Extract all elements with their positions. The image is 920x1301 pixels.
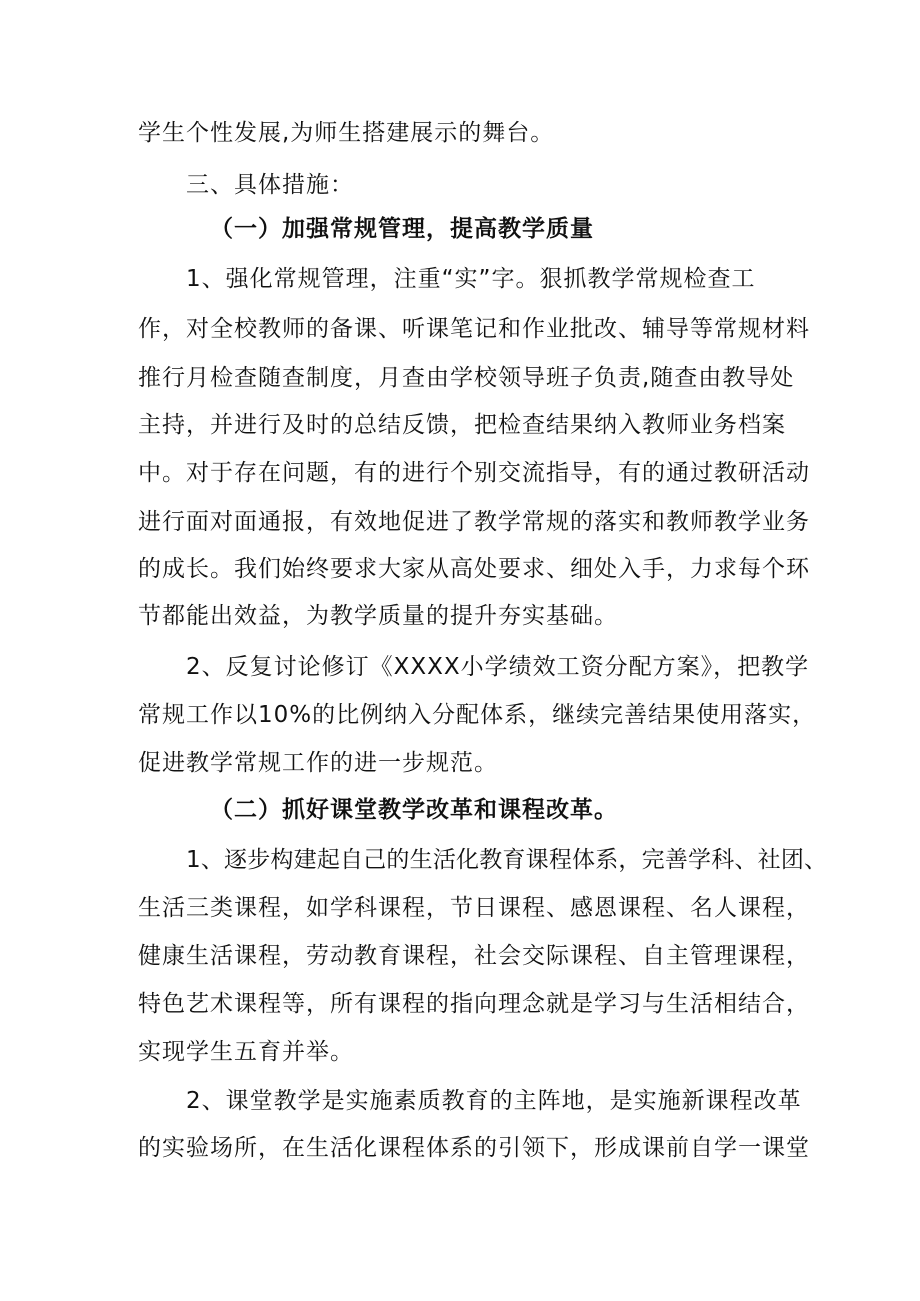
paragraph-line: 实现学生五育并举。	[138, 1039, 354, 1065]
paragraph-line: 促进教学常规工作的进一步规范。	[138, 750, 498, 776]
paragraph-line: 主持，并进行及时的总结反馈，把检查结果纳入教师业务档案	[138, 412, 786, 438]
paragraph-line: 推行月检查随查制度，月查由学校领导班子负责,随查由教导处	[138, 365, 795, 391]
paragraph-line: 2、课堂教学是实施素质教育的主阵地，是实施新课程改革	[186, 1088, 802, 1114]
section-title: 三、具体措施：	[186, 172, 354, 198]
paragraph-line: 特色艺术课程等，所有课程的指向理念就是学习与生活相结合，	[138, 991, 810, 1017]
paragraph-line: 常规工作以10%的比例纳入分配体系，继续完善结果使用落实，	[138, 702, 817, 728]
paragraph-line: 2、反复讨论修订《XXXX小学绩效工资分配方案》，把教学	[186, 654, 810, 680]
paragraph-line: 的实验场所，在生活化课程体系的引领下，形成课前自学一课堂	[138, 1135, 810, 1161]
paragraph-line: 中。对于存在问题，有的进行个别交流指导，有的通过教研活动	[138, 460, 810, 486]
paragraph-line: 节都能出效益，为教学质量的提升夯实基础。	[138, 603, 618, 629]
paragraph-line: 1、强化常规管理，注重“实”字。狠抓教学常规检查工	[186, 266, 756, 292]
paragraph-line: 生活三类课程，如学科课程，节日课程、感恩课程、名人课程，	[138, 895, 810, 921]
paragraph-line: 的成长。我们始终要求大家从高处要求、细处入手，力求每个环	[138, 556, 810, 582]
paragraph-line: 1、逐步构建起自己的生活化教育课程体系，完善学科、社团、	[186, 847, 828, 873]
subsection-heading-2: （二）抓好课堂教学改革和课程改革。	[210, 797, 618, 823]
paragraph-line: 进行面对面通报，有效地促进了教学常规的落实和教师教学业务	[138, 509, 810, 535]
paragraph-line: 健康生活课程，劳动教育课程，社会交际课程、自主管理课程，	[138, 943, 810, 969]
paragraph-line: 学生个性发展,为师生搭建展示的舞台。	[138, 120, 555, 146]
paragraph-line: 作，对全校教师的备课、听课笔记和作业批改、辅导等常规材料	[138, 316, 810, 342]
subsection-heading-1: （一）加强常规管理，提高教学质量	[210, 216, 594, 242]
